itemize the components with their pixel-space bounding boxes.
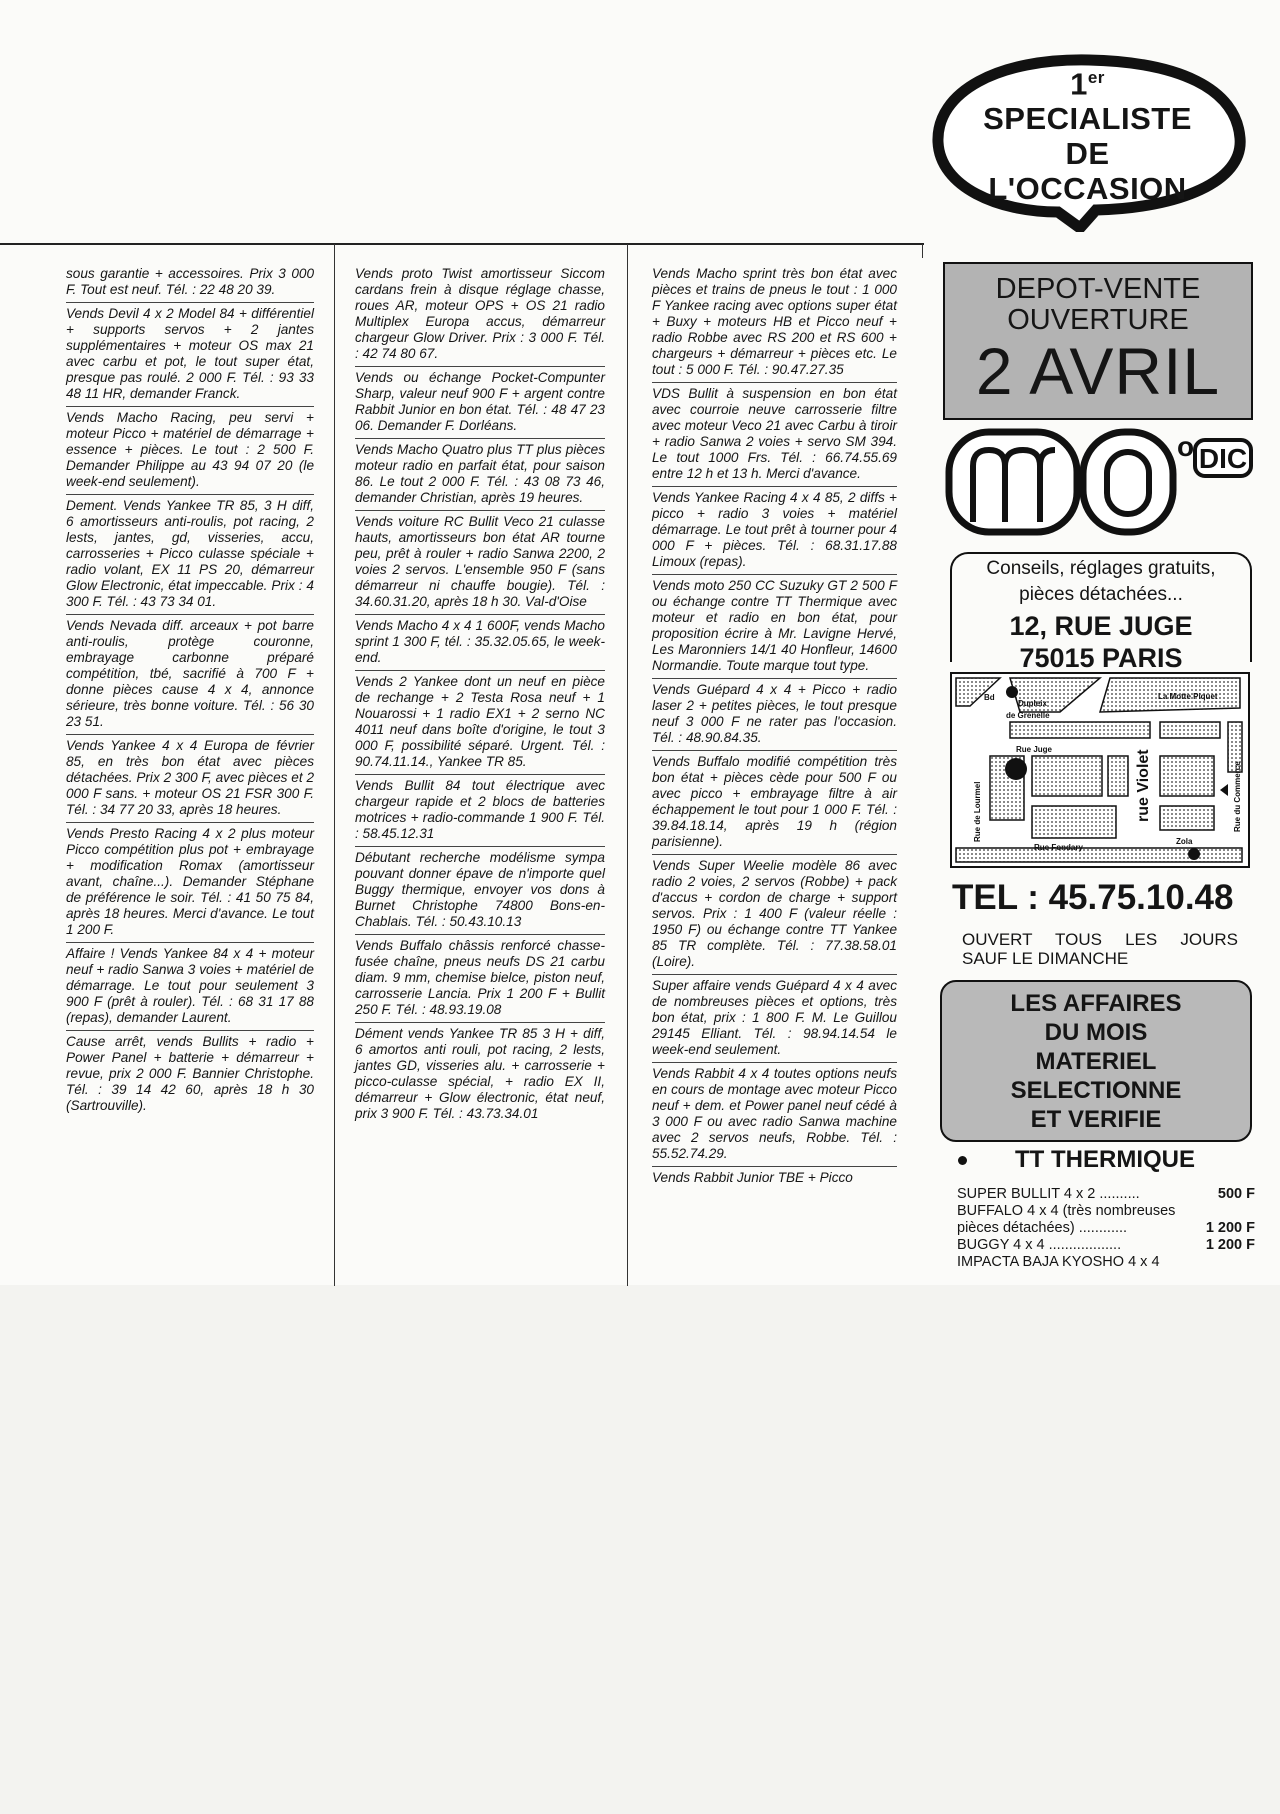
bubble-headline <box>960 60 1215 206</box>
location-map <box>950 672 1250 868</box>
classified-ad: Vends voiture RC Bullit Veco 21 culasse hauts, amortisseurs bon état AR tourne peu, prêt à rouler + radio Sanwa 2200, 2 voies 2 servos. L'ensemble 950 F (sans démarreur ni chauffe bougie). Tél. : 34.60.31.20, après 18 h 30. Val-d'Oise <box>355 510 605 614</box>
price-label: SUPER BULLIT 4 x 2 .......... <box>957 1186 1140 1202</box>
price-list <box>957 1186 1255 1271</box>
classified-ad: Vends Macho Quatro plus TT plus pièces moteur radio en parfait état, pour saison 86. Le tout 2 000 F. Tél. : 43 08 73 46, demander Christian, après 19 heures. <box>355 438 605 510</box>
classified-ad: Vends proto Twist amortisseur Siccom cardans frein à disque réglage chasse, roues AR, moteur OPS + OS 21 radio Multiplex Europa accus, démarreur chargeur Glow Driver. Prix : 3 000 F. Tél. : 42 74 80 67. <box>355 266 605 361</box>
classified-ad: Vends Macho Racing, peu servi + moteur Picco + matériel de démarrage + essence + pièces. Le tout : 2 500 F. Demander Philippe au 43 94 07 20 (le week-end seulement). <box>66 406 314 494</box>
bubble-line-1: SPECIALISTE <box>983 101 1192 137</box>
price-value: 1 200 F <box>1205 1237 1255 1253</box>
svg-text:o: o <box>1177 431 1195 462</box>
price-row <box>957 1186 1255 1203</box>
classified-ad: Vends Devil 4 x 2 Model 84 + différentiel + supports servos + 2 jantes supplémentaires + moteur OS max 21 avec carbu et pot, le tout super état, presque pas roulé. 2 000 F. Tél. : 93 33 48 11 HR, demander Franck. <box>66 302 314 406</box>
classified-ad: Vends Yankee 4 x 4 Europa de février 85, en très bon état avec pièces détachées. Prix 2 300 F, avec pièces et 2 000 F sans. + moteur OS 21 FSR 300 F. Tél. : 34 77 20 33, après 18 heures. <box>66 734 314 822</box>
map-label: Bd <box>984 693 995 702</box>
classifieds-column-3 <box>652 266 897 1190</box>
classified-ad: Vends Guépard 4 x 4 + Picco + radio laser 2 + petites pièces, le tout presque neuf 3 000 F ne rater pas l'occasion. Tél. : 48.90.84.35. <box>652 678 897 750</box>
affaires-line-1: LES AFFAIRES <box>1010 990 1182 1017</box>
classified-ad: Vends Buffalo modifié compétition très bon état + pièces cède pour 500 F ou avec picco + embrayage filtre à air échappement le tout pour 1 000 F. Tél. : 39.84.18.14, après 19 h (région parisienne). <box>652 750 897 854</box>
map-label: Rue Fondary <box>1034 843 1083 852</box>
column-divider <box>627 244 628 1286</box>
classified-ad: Vends Rabbit Junior TBE + Picco <box>652 1166 897 1190</box>
map-label: Dupleix <box>1018 699 1047 708</box>
tt-heading-text: TT THERMIQUE <box>1015 1146 1195 1173</box>
classified-ad: Vends Presto Racing 4 x 2 plus moteur Picco compétition plus pot + embrayage + modification Romax (amortisseur avant, chaîne...). Demander Stéphane de préférence le soir. Tél. : 41 50 75 84, après 18 heures. Merci d'avance. Le tout 1 200 F. <box>66 822 314 942</box>
map-label: Rue de Lourmel <box>973 781 982 842</box>
bubble-line-3: L'OCCASION <box>988 171 1187 207</box>
classifieds-column-1 <box>66 266 314 1118</box>
top-rule <box>0 243 924 245</box>
price-row <box>957 1220 1255 1237</box>
price-row <box>957 1237 1255 1254</box>
map-label: Rue Juge <box>1016 745 1053 754</box>
classified-ad: Vends Rabbit 4 x 4 toutes options neufs en cours de montage avec moteur Picco neuf + dem. et Power panel neuf cédé à 3 000 F ou avec radio Sanwa machine avec 2 servos neufs, Robbe. Tél. : 55.52.74.29. <box>652 1062 897 1166</box>
affaires-line-5: ET VERIFIE <box>1030 1106 1162 1133</box>
classified-ad: Vends Super Weelie modèle 86 avec radio 2 voies, 2 servos (Robbe) + pack d'accus + cordon de charge + support servos. Prix : 1 400 F (valeur réelle : 1950 F) ou échange contre TT Yankee 85 TR complète. Tél. : 77.38.58.01 (Loire). <box>652 854 897 974</box>
map-label: rue Violet <box>1135 749 1152 822</box>
price-label: IMPACTA BAJA KYOSHO 4 x 4 <box>957 1254 1160 1270</box>
price-label: BUFFALO 4 x 4 (très nombreuses <box>957 1203 1176 1219</box>
price-row <box>957 1203 1255 1220</box>
depot-vente-box <box>943 262 1253 420</box>
price-label: BUGGY 4 x 4 .................. <box>957 1237 1122 1253</box>
street-address: 12, RUE JUGE <box>1009 611 1193 641</box>
affaires-du-mois-box <box>940 980 1252 1142</box>
hours-line-1: OUVERT TOUS LES JOURS <box>962 930 1238 949</box>
hours-line-2: SAUF LE DIMANCHE <box>962 949 1129 968</box>
classified-ad: VDS Bullit à suspension en bon état avec courroie neuve carrosserie filtre avec moteur Veco 21 avec Carbu à tiroir + radio Sanwa 2 voies + servo SM 394. Le tout 1000 Frs. Tél. : 66.74.55.69 entre 12 h et 13 h. Merci d'avance. <box>652 382 897 486</box>
city-address: 75015 PARIS <box>1019 643 1183 673</box>
bubble-sup: er <box>1087 68 1105 87</box>
classified-ad: Dement. Vends Yankee TR 85, 3 H diff, 6 amortisseurs anti-roulis, pot racing, 2 lests, jantes, gd, visseries, accu, carrosseries + Picco culasse spéciale + radio volant, EX 11 PS 20, démarreur Glow Electronic, état impeccable. Prix : 4 300 F. Tél. : 43 73 34 01. <box>66 494 314 614</box>
price-row <box>957 1254 1255 1271</box>
classified-ad: Vends ou échange Pocket-Compunter Sharp, valeur neuf 900 F + argent contre Rabbit Junior en bon état. Tél. : 48 47 23 06. Demander F. Dorléans. <box>355 366 605 438</box>
classifieds-column-2 <box>355 266 605 1126</box>
affaires-line-2: DU MOIS <box>1044 1019 1148 1046</box>
bullet-icon <box>958 1156 967 1165</box>
classified-ad: Vends Nevada diff. arceaux + pot barre anti-roulis, protège couronne, embrayage carbonne préparé compétition, tbé, sacrifié à 700 F + donne pièces cause 4 x 4, annonce sérieure, très bonne voiture. Tél. : 56 30 23 51. <box>66 614 314 734</box>
classified-ad: Débutant recherche modélisme sympa pouvant donner épave de n'importe quel Buggy thermique, envoyer vos dons à Burnet Christophe 74800 Bons-en-Chablais. Tél. : 50.43.10.13 <box>355 846 605 934</box>
classified-ad: Super affaire vends Guépard 4 x 4 avec de nombreuses pièces et options, très bon état, prix : 1 800 F. M. Le Guillou 29145 Elliant. Tél. : 98.94.14.54 le week-end seulement. <box>652 974 897 1062</box>
classified-ad: Vends moto 250 CC Suzuky GT 2 500 F ou échange contre TT Thermique avec moteur et radio en bon état, pour proposition écrire à Mr. Lavigne Hervé, Les Maronniers 14/1 40 Honfleur, 14600 Normandie. Toute marque tout type. <box>652 574 897 678</box>
depot-line-2: OUVERTURE <box>1007 304 1189 336</box>
classified-ad: Affaire ! Vends Yankee 84 x 4 + moteur neuf + radio Sanwa 3 voies + matériel de démarrage. Le tout pour seulement 3 900 F (prêt à rouler). Tél. : 68 31 17 88 (repas), demander Laurent. <box>66 942 314 1030</box>
classified-ad: Cause arrêt, vends Bullits + radio + Power Panel + batterie + démarreur + revue, prix 2 000 F. Bannier Christophe. Tél. : 39 14 42 60, après 18 h 30 (Sartrouville). <box>66 1030 314 1118</box>
price-value: 1 200 F <box>1205 1220 1255 1236</box>
depot-date: 2 AVRIL <box>975 334 1221 408</box>
map-label: Rue du Commerce <box>1233 761 1242 832</box>
depot-line-1: DEPOT-VENTE <box>995 273 1201 305</box>
column-divider <box>922 244 923 258</box>
classified-ad: Dément vends Yankee TR 85 3 H + diff, 6 amortos anti rouli, pot racing, 2 lests, jantes GD, visseries alu. + carrosserie + picco-culasse spécial, + radio EX II, démarreur + Glow électronic, état neuf, prix 3 900 F. Tél. : 43.73.34.01 <box>355 1022 605 1126</box>
conseils-line-1: Conseils, réglages gratuits, <box>986 558 1216 579</box>
classified-ad: Vends 2 Yankee dont un neuf en pièce de rechange + 2 Testa Rosa neuf + 1 Nouarossi + 1 radio EX1 + 2 serno NC 4011 neuf dans boîte d'origine, le tout 3 000 F, possibilité séparé. Urgent. Tél. : 90.74.11.14., Yankee TR 85. <box>355 670 605 774</box>
classified-ad: Vends Macho sprint très bon état avec pièces et trains de pneus le tout : 1 000 F Yankee racing avec options super état + Buxy + moteurs HB et Picco neuf + radio Robbe avec RS 200 et RS 600 + chargeurs + démarreur + pièces etc. Le tout : 5 000 F. Tél. : 90.47.27.35 <box>652 266 897 377</box>
modic-logo <box>945 426 1255 538</box>
map-label: La Motte Piquet <box>1158 692 1218 701</box>
classified-ad: sous garantie + accessoires. Prix 3 000 F. Tout est neuf. Tél. : 22 48 20 39. <box>66 266 314 297</box>
map-label: de Grenelle <box>1006 711 1050 720</box>
column-divider <box>334 244 335 1286</box>
phone-number: TEL : 45.75.10.48 <box>952 878 1234 917</box>
tt-thermique-heading <box>958 1146 1253 1174</box>
map-label: Zola <box>1176 837 1193 846</box>
affaires-line-4: SELECTIONNE <box>1010 1077 1182 1104</box>
affaires-line-3: MATERIEL <box>1035 1048 1157 1075</box>
logo-sub-text: DIC <box>1198 443 1248 474</box>
classified-ad: Vends Macho 4 x 4 1 600F, vends Macho sprint 1 300 F, tél. : 35.32.05.65, le week-end. <box>355 614 605 670</box>
classified-ad: Vends Buffalo châssis renforcé chasse-fusée chaîne, pneus neufs DS 21 carbu diam. 9 mm, chemise bielce, piston neuf, carrosserie Lancia. Prix 1 200 F + Bullit 250 F. Tél. : 48.93.19.08 <box>355 934 605 1022</box>
price-value: 500 F <box>1217 1186 1255 1202</box>
classified-ad: Vends Bullit 84 tout électrique avec chargeur rapide et 2 blocs de batteries motrices + radio-commande 1 900 F. Tél. : 58.45.12.31 <box>355 774 605 846</box>
bubble-first: 1 <box>1070 66 1088 102</box>
conseils-line-2: pièces détachées... <box>1019 584 1183 605</box>
address-panel <box>950 552 1252 673</box>
price-label: pièces détachées) ............ <box>957 1220 1128 1236</box>
classified-ad: Vends Yankee Racing 4 x 4 85, 2 diffs + picco + radio 3 voies + matériel démarrage. Le tout prêt à tourner pour 4 000 F + pièces. Tél. : 68.31.17.88 Limoux (repas). <box>652 486 897 574</box>
opening-hours <box>962 930 1238 968</box>
bubble-line-2: DE <box>1065 136 1110 172</box>
